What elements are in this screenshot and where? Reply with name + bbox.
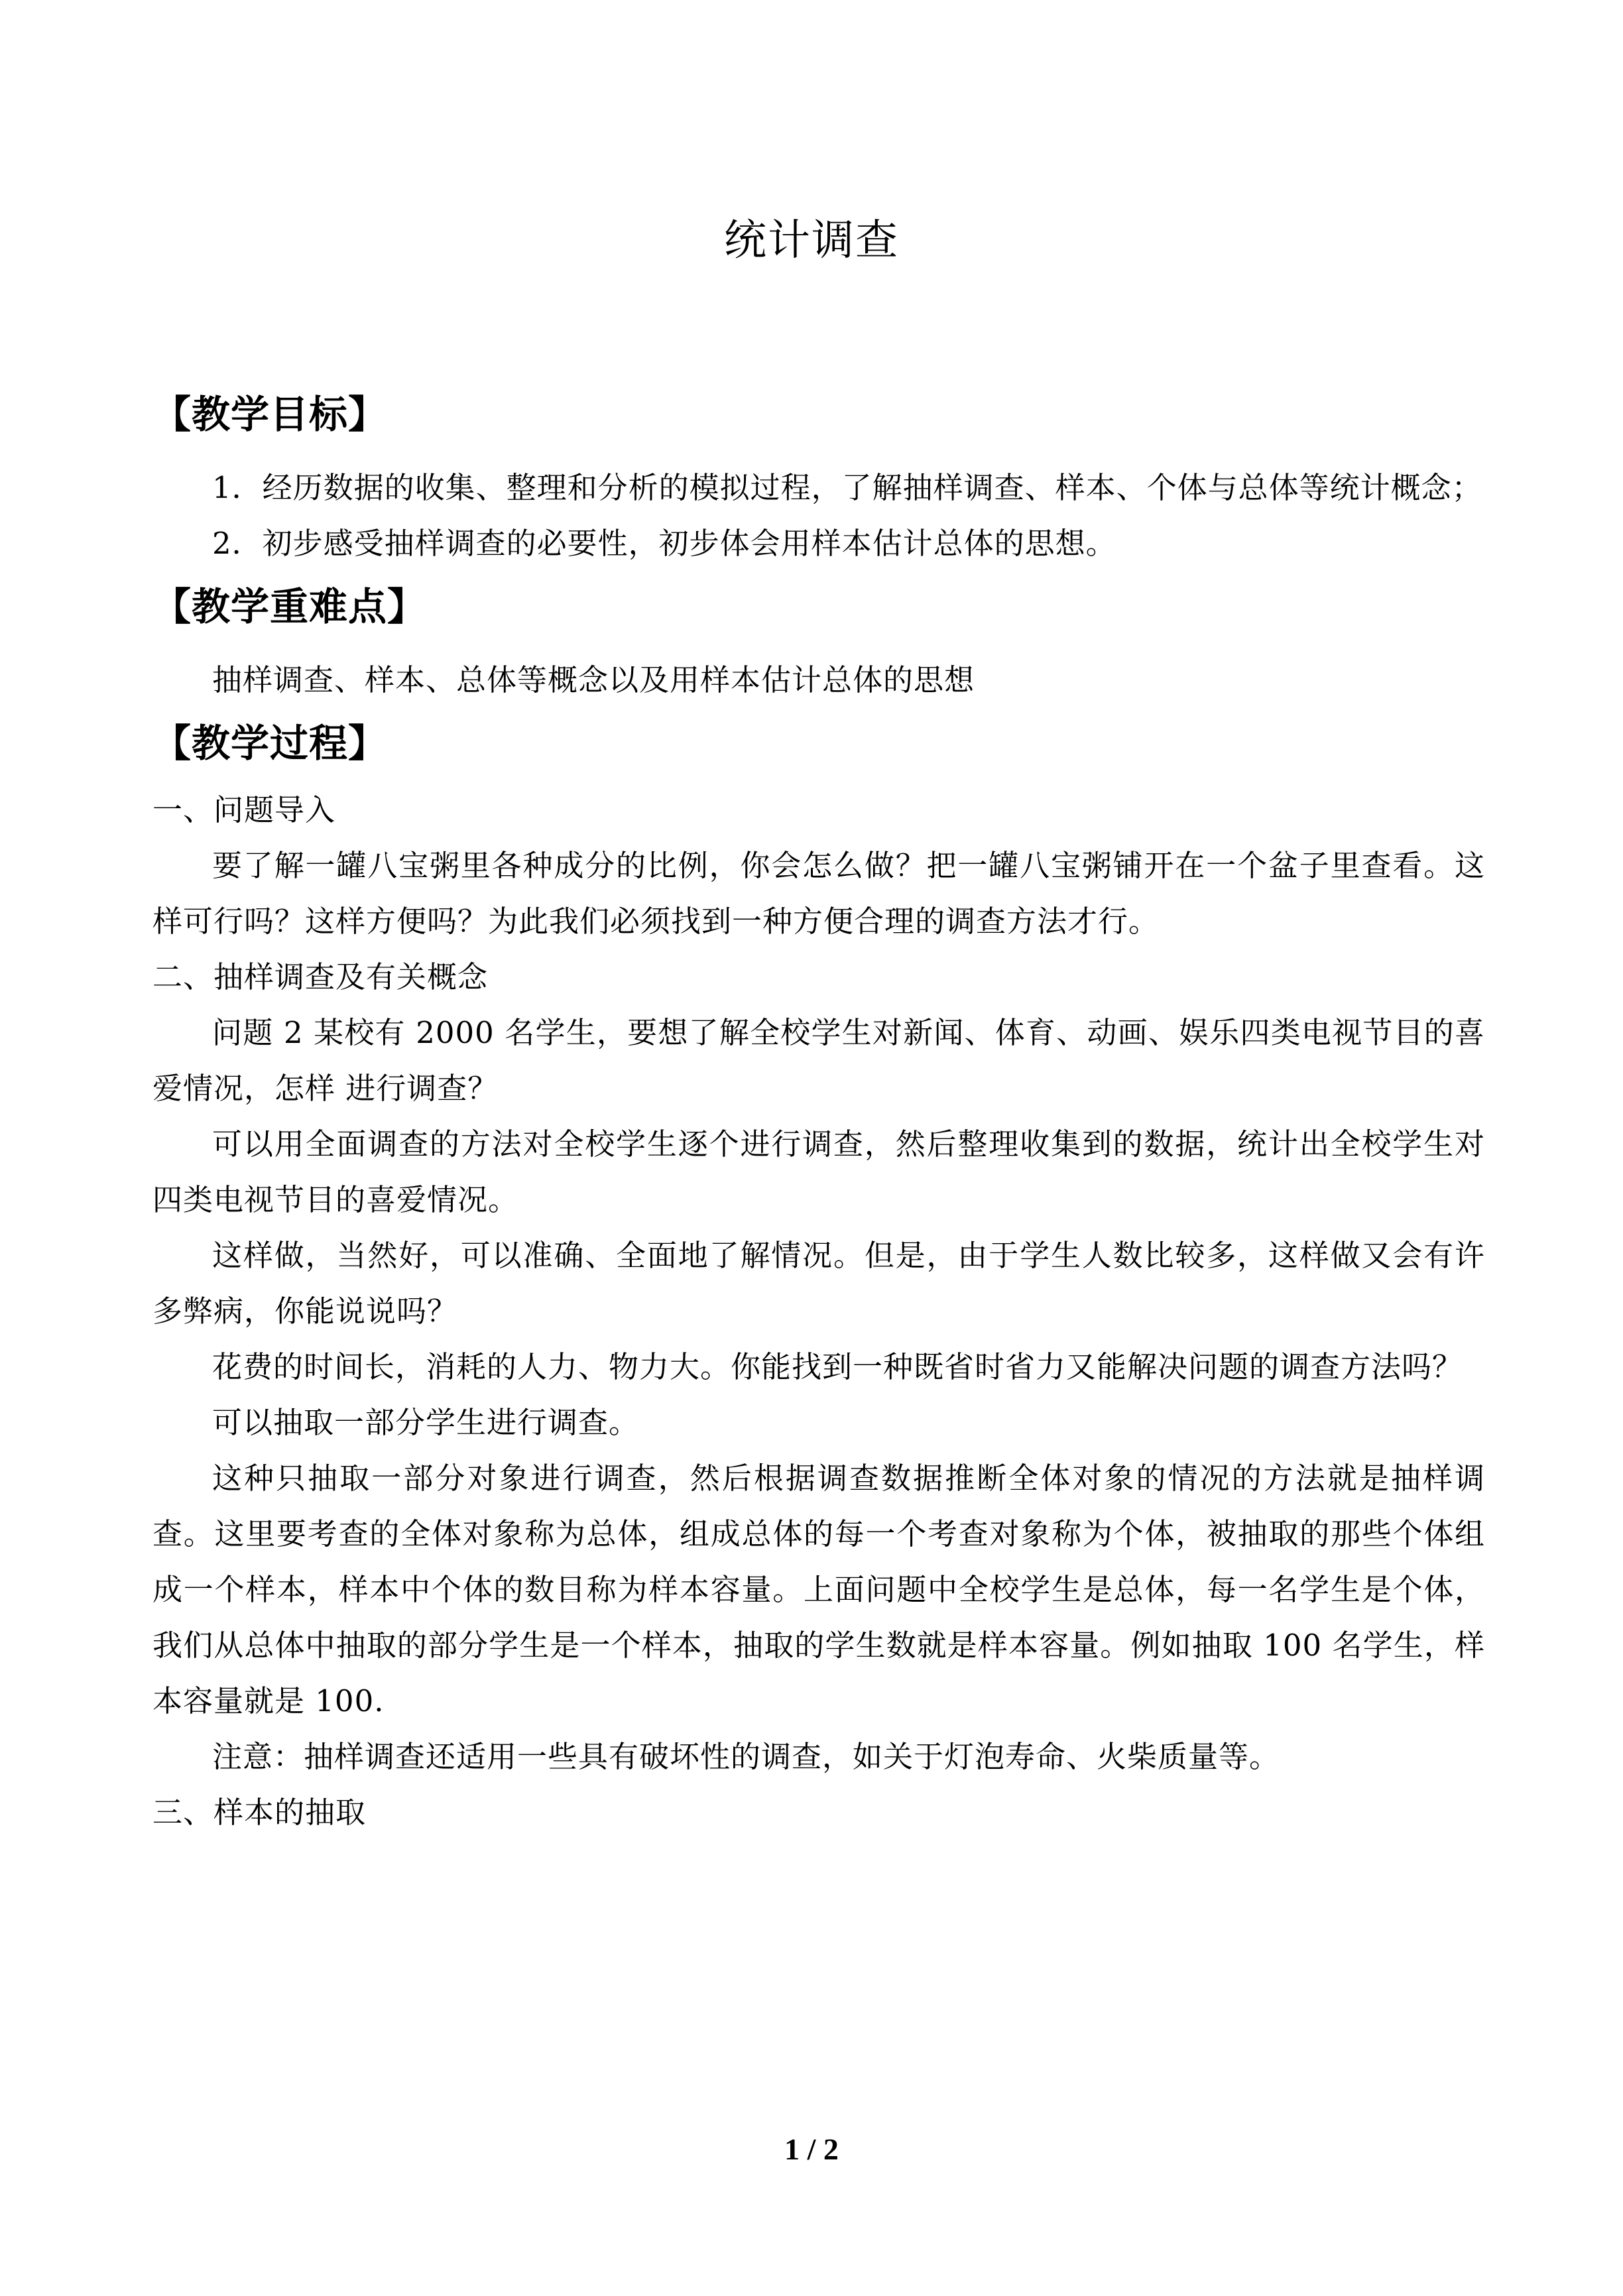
page-number: 1 / 2: [784, 2132, 839, 2166]
objectives-block: [152, 460, 1485, 572]
process-part2-paragraph-7: 注意：抽样调查还适用一些具有破坏性的调查，如关于灯泡寿命、火柴质量等。: [212, 1739, 1280, 1774]
process-part2-paragraph-5: 可以抽取一部分学生进行调查。: [212, 1405, 640, 1440]
process-part2-paragraph-2: 可以用全面调查的方法对全校学生逐个进行调查，然后整理收集到的数据，统计出全校学生对四类电视节目的喜爱情况。: [152, 1126, 1485, 1217]
objective-item-2: 2．初步感受抽样调查的必要性，初步体会用样本估计总体的思想。: [212, 526, 1116, 561]
document-title: 统计调查: [724, 216, 899, 265]
process-part3-title: 三、样本的抽取: [152, 1795, 367, 1830]
section-heading-objectives: 【教学目标】: [152, 392, 388, 437]
process-part2-paragraph-6: 这种只抽取一部分对象进行调查，然后根据调查数据推断全体对象的情况的方法就是抽样调查。这里要考查的全体对象称为总体，组成总体的每一个考查对象称为个体，被抽取的那些个体组成一个样本，样本中个体的数目称为样本容量。上面问题中全校学生是总体，每一名学生是个体，我们从总体中抽取的部分学生是一个样本，抽取的学生数就是样本容量。例如抽取 100 名学生，样本容量就是 100.: [152, 1461, 1485, 1719]
difficulties-block: [152, 652, 1485, 708]
process-part2-paragraph-4: 花费的时间长，消耗的人力、物力大。你能找到一种既省时省力又能解决问题的调查方法吗？: [212, 1349, 1463, 1384]
process-block: [152, 782, 1485, 1841]
document-body: [152, 385, 1485, 1841]
section-heading-process: 【教学过程】: [152, 721, 388, 766]
process-part2-paragraph-3: 这样做，当然好，可以准确、全面地了解情况。但是，由于学生人数比较多，这样做又会有许多弊病，你能说说吗？: [152, 1238, 1485, 1329]
objective-item-1: 1．经历数据的收集、整理和分析的模拟过程，了解抽样调查、样本、个体与总体等统计概念；: [212, 470, 1482, 505]
process-part2-paragraph-1: 问题 2 某校有 2000 名学生，要想了解全校学生对新闻、体育、动画、娱乐四类电视节目的喜爱情况，怎样 进行调查？: [152, 1015, 1485, 1106]
process-part1-paragraph: 要了解一罐八宝粥里各种成分的比例，你会怎么做？把一罐八宝粥铺开在一个盆子里查看。这样可行吗？这样方便吗？为此我们必须找到一种方便合理的调查方法才行。: [152, 848, 1485, 939]
section-heading-difficulties: 【教学重难点】: [152, 584, 427, 629]
process-part2-title: 二、抽样调查及有关概念: [152, 959, 489, 995]
process-part1-title: 一、问题导入: [152, 792, 336, 827]
difficulties-paragraph: 抽样调查、样本、总体等概念以及用样本估计总体的思想: [212, 662, 975, 697]
